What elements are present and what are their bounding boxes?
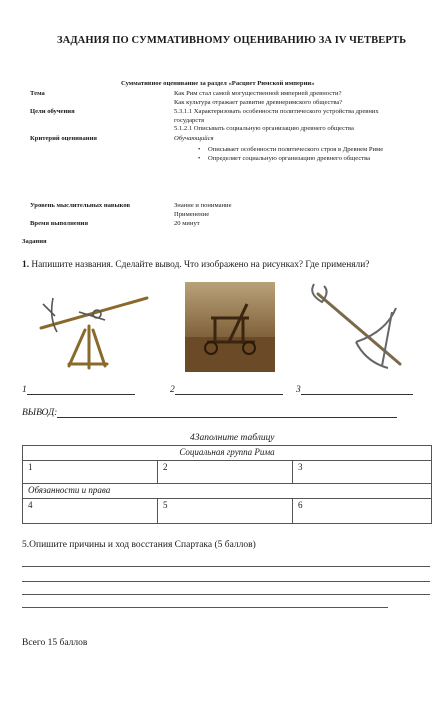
answer-1-number: 1 — [22, 385, 27, 395]
thinking-value — [174, 202, 232, 219]
answer-2 — [170, 385, 283, 395]
answer-line[interactable] — [22, 607, 388, 608]
topic-value — [174, 90, 342, 107]
answer-3 — [296, 385, 413, 395]
answer-3-number: 3 — [296, 385, 301, 395]
goal-line: 5.3.1.1 Характеризовать особенности политического устройства древних — [174, 108, 379, 115]
criteria-item: • Определяет социальную организацию древнего общества — [196, 154, 383, 163]
social-groups-table — [22, 445, 432, 524]
answer-1-line[interactable] — [27, 385, 135, 395]
catapult-picture — [185, 282, 275, 372]
topic-line: Как Рим стал самой могущественной империей древности? — [174, 90, 342, 97]
criteria-value — [174, 135, 383, 163]
time-label: Время выполнения — [30, 220, 89, 227]
table-cell[interactable]: 4 — [23, 499, 158, 524]
document-title: ЗАДАНИЯ ПО СУММАТИВНОМУ ОЦЕНИВАНИЮ ЗА IV ЧЕТВЕРТЬ — [57, 35, 407, 46]
table-title: 4Заполните таблицу — [190, 433, 275, 443]
time-value: 20 минут — [174, 220, 200, 227]
thinking-line: Применение — [174, 210, 210, 218]
answer-line[interactable] — [22, 594, 430, 595]
goals-label: Цели обучения — [30, 108, 75, 115]
crossbow-picture — [300, 282, 410, 372]
question-5: 5.Опишите причины и ход восстания Спартака (5 баллов) — [22, 540, 256, 550]
question-1-text: Напишите названия. Сделайте вывод. Что изображено на рисунках? Где применяли? — [29, 260, 370, 270]
answer-3-line[interactable] — [301, 385, 413, 395]
thinking-line: Знание и понимание — [174, 202, 232, 209]
answer-line[interactable] — [22, 581, 430, 582]
table-cell[interactable]: 6 — [292, 499, 431, 524]
tasks-heading: Задания — [22, 238, 47, 245]
topic-line: Как культура отражает развитие древнеримского общества? — [174, 98, 343, 106]
goal-line: государств — [174, 116, 205, 124]
criteria-list — [196, 145, 383, 163]
question-1 — [22, 260, 369, 270]
conclusion-line[interactable] — [57, 408, 397, 418]
table-cell[interactable]: 3 — [292, 461, 431, 484]
table-cell[interactable]: 1 — [23, 461, 158, 484]
answer-line[interactable] — [22, 566, 430, 567]
table-header: Социальная группа Рима — [23, 446, 432, 461]
criteria-label: Критерий оценивания — [30, 135, 97, 142]
duties-row-label: Обязанности и права — [23, 484, 432, 499]
question-1-number: 1. — [22, 260, 30, 270]
topic-label: Тема — [30, 90, 45, 97]
ballista-picture — [35, 290, 153, 370]
thinking-label: Уровень мыслительных навыков — [30, 202, 131, 209]
section-title: Суммативное оценивание за раздел «Расцвет Римской империи» — [121, 80, 315, 87]
answer-2-number: 2 — [170, 385, 175, 395]
answer-1 — [22, 385, 135, 395]
criteria-item: • Описывает особенности политического строя в Древнем Риме — [196, 145, 383, 154]
conclusion — [22, 408, 397, 418]
answer-2-line[interactable] — [175, 385, 283, 395]
table-cell[interactable]: 2 — [157, 461, 292, 484]
conclusion-label: ВЫВОД: — [22, 408, 58, 418]
total-points: Всего 15 баллов — [22, 638, 88, 648]
goal-line: 5.1.2.1 Описывать социальную организацию древнего общества — [174, 125, 354, 133]
table-cell[interactable]: 5 — [157, 499, 292, 524]
criteria-intro: Обучающийся — [174, 135, 214, 142]
goals-value — [174, 108, 379, 134]
